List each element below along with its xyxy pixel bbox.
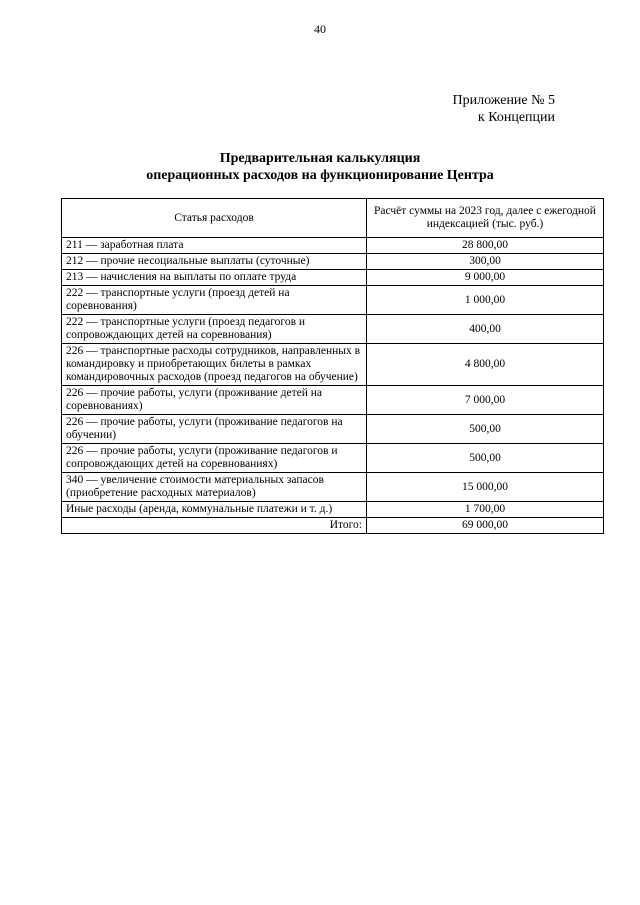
row-item: 213 — начисления на выплаты по оплате труда xyxy=(62,270,367,286)
expense-table xyxy=(61,198,604,534)
title-line-2: операционных расходов на функционирование Центра xyxy=(146,168,494,183)
table-row xyxy=(62,344,604,386)
row-item: 226 — транспортные расходы сотрудников, направленных в командировку и приобретающих билеты в рамках командировочных расходов (проезд педагогов на обучение) xyxy=(62,344,367,386)
row-amount: 7 000,00 xyxy=(367,386,604,415)
row-amount: 1 700,00 xyxy=(367,502,604,518)
row-item: 226 — прочие работы, услуги (проживание педагогов на обучении) xyxy=(62,415,367,444)
row-amount: 300,00 xyxy=(367,254,604,270)
table-row xyxy=(62,315,604,344)
table-row xyxy=(62,502,604,518)
table-row xyxy=(62,386,604,415)
table-row xyxy=(62,415,604,444)
row-amount: 28 800,00 xyxy=(367,238,604,254)
document-title xyxy=(0,150,640,184)
header-amount: Расчёт суммы на 2023 год, далее с ежегодной индексацией (тыс. руб.) xyxy=(367,199,604,238)
table-row xyxy=(62,238,604,254)
row-amount: 500,00 xyxy=(367,415,604,444)
total-label: Итого: xyxy=(62,518,367,534)
table-row xyxy=(62,473,604,502)
appendix-line-1: Приложение № 5 xyxy=(452,93,555,108)
row-amount: 9 000,00 xyxy=(367,270,604,286)
table-row xyxy=(62,270,604,286)
row-item: 340 — увеличение стоимости материальных запасов (приобретение расходных материалов) xyxy=(62,473,367,502)
row-amount: 4 800,00 xyxy=(367,344,604,386)
row-item: 226 — прочие работы, услуги (проживание педагогов и сопровождающих детей на соревнованиях) xyxy=(62,444,367,473)
appendix-line-2: к Концепции xyxy=(477,110,555,125)
row-item: 222 — транспортные услуги (проезд детей на соревнования) xyxy=(62,286,367,315)
row-item: 211 — заработная плата xyxy=(62,238,367,254)
table-row xyxy=(62,444,604,473)
table-header-row xyxy=(62,199,604,238)
row-item: 212 — прочие несоциальные выплаты (суточные) xyxy=(62,254,367,270)
header-item: Статья расходов xyxy=(62,199,367,238)
row-item: Иные расходы (аренда, коммунальные платежи и т. д.) xyxy=(62,502,367,518)
appendix-note xyxy=(355,92,555,126)
row-amount: 1 000,00 xyxy=(367,286,604,315)
table-row xyxy=(62,286,604,315)
page-number: 40 xyxy=(314,22,326,36)
table-row xyxy=(62,254,604,270)
total-row xyxy=(62,518,604,534)
row-amount: 400,00 xyxy=(367,315,604,344)
row-item: 222 — транспортные услуги (проезд педагогов и сопровождающих детей на соревнования) xyxy=(62,315,367,344)
row-amount: 15 000,00 xyxy=(367,473,604,502)
total-amount: 69 000,00 xyxy=(367,518,604,534)
row-item: 226 — прочие работы, услуги (проживание детей на соревнованиях) xyxy=(62,386,367,415)
row-amount: 500,00 xyxy=(367,444,604,473)
title-line-1: Предварительная калькуляция xyxy=(219,151,421,166)
